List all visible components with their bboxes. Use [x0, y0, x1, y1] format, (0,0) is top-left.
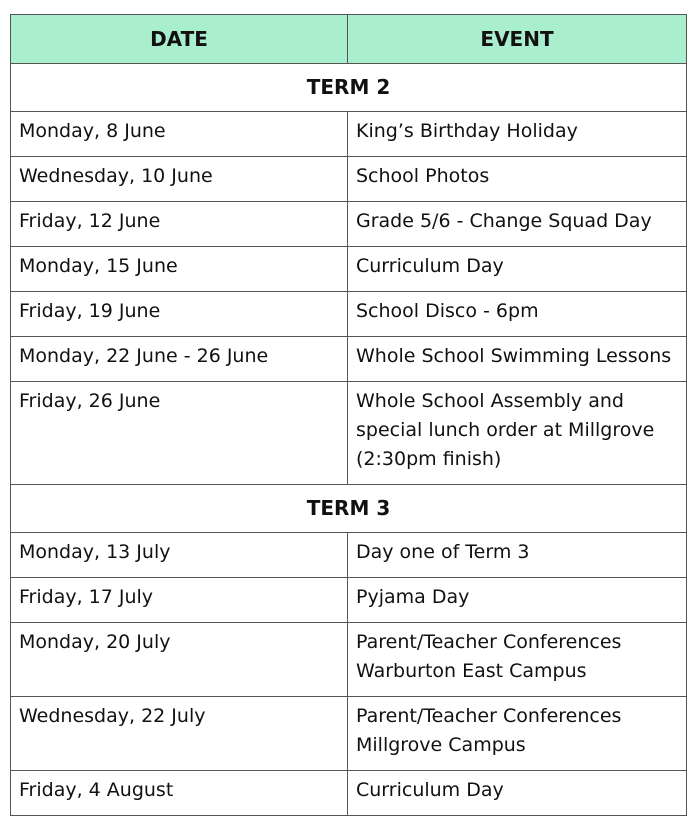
date-cell: Monday, 22 June - 26 June	[11, 337, 348, 382]
event-column-header: EVENT	[348, 15, 687, 64]
event-line: King’s Birthday Holiday	[356, 120, 578, 142]
term-2-heading-row	[11, 64, 687, 112]
event-line: Whole School Swimming Lessons	[356, 345, 672, 367]
table-row	[11, 623, 687, 697]
date-cell: Monday, 15 June	[11, 247, 348, 292]
table-row	[11, 157, 687, 202]
event-line: special lunch order at Millgrove	[356, 419, 655, 441]
date-cell: Friday, 26 June	[11, 382, 348, 485]
table-row	[11, 771, 687, 816]
event-cell	[348, 382, 687, 485]
event-cell	[348, 337, 687, 382]
date-cell: Wednesday, 22 July	[11, 697, 348, 771]
event-line: Parent/Teacher Conferences	[356, 705, 622, 727]
date-cell: Monday, 20 July	[11, 623, 348, 697]
event-cell	[348, 202, 687, 247]
event-line: Grade 5/6 - Change Squad Day	[356, 210, 652, 232]
events-table	[10, 14, 687, 816]
event-cell	[348, 771, 687, 816]
event-line: School Disco - 6pm	[356, 300, 539, 322]
event-line: Day one of Term 3	[356, 541, 530, 563]
table-row	[11, 292, 687, 337]
event-line: Parent/Teacher Conferences	[356, 631, 622, 653]
date-cell: Friday, 17 July	[11, 578, 348, 623]
term-2-heading: TERM 2	[11, 64, 687, 112]
table-row	[11, 578, 687, 623]
table-row	[11, 202, 687, 247]
date-cell: Friday, 4 August	[11, 771, 348, 816]
event-line: Pyjama Day	[356, 586, 470, 608]
event-line: School Photos	[356, 165, 490, 187]
table-row	[11, 112, 687, 157]
date-cell: Monday, 8 June	[11, 112, 348, 157]
event-line: Curriculum Day	[356, 255, 504, 277]
date-column-header: DATE	[11, 15, 348, 64]
term-3-heading-row	[11, 485, 687, 533]
event-cell	[348, 292, 687, 337]
event-cell	[348, 112, 687, 157]
table-row	[11, 697, 687, 771]
event-cell	[348, 247, 687, 292]
term-3-heading: TERM 3	[11, 485, 687, 533]
event-line: (2:30pm finish)	[356, 448, 502, 470]
event-line: Curriculum Day	[356, 779, 504, 801]
header-row	[11, 15, 687, 64]
event-cell	[348, 578, 687, 623]
event-cell	[348, 157, 687, 202]
date-cell: Monday, 13 July	[11, 533, 348, 578]
date-cell: Friday, 12 June	[11, 202, 348, 247]
date-cell: Friday, 19 June	[11, 292, 348, 337]
table-row	[11, 533, 687, 578]
event-cell	[348, 697, 687, 771]
date-cell: Wednesday, 10 June	[11, 157, 348, 202]
event-cell	[348, 623, 687, 697]
event-line: Whole School Assembly and	[356, 390, 624, 412]
events-table-container	[10, 14, 686, 816]
table-row	[11, 247, 687, 292]
event-line: Warburton East Campus	[356, 660, 587, 682]
event-line: Millgrove Campus	[356, 734, 526, 756]
table-row	[11, 337, 687, 382]
event-cell	[348, 533, 687, 578]
table-row	[11, 382, 687, 485]
